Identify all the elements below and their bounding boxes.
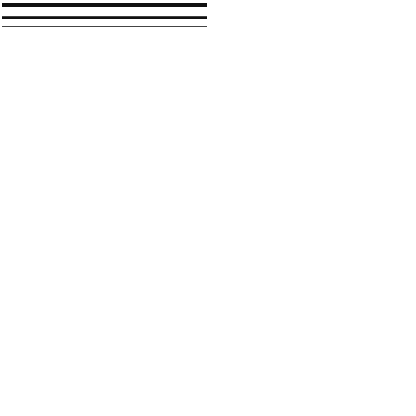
nutrition-facts-table <box>2 2 207 414</box>
calories-row <box>2 8 207 17</box>
divider <box>2 3 207 7</box>
amount-note <box>2 19 207 28</box>
